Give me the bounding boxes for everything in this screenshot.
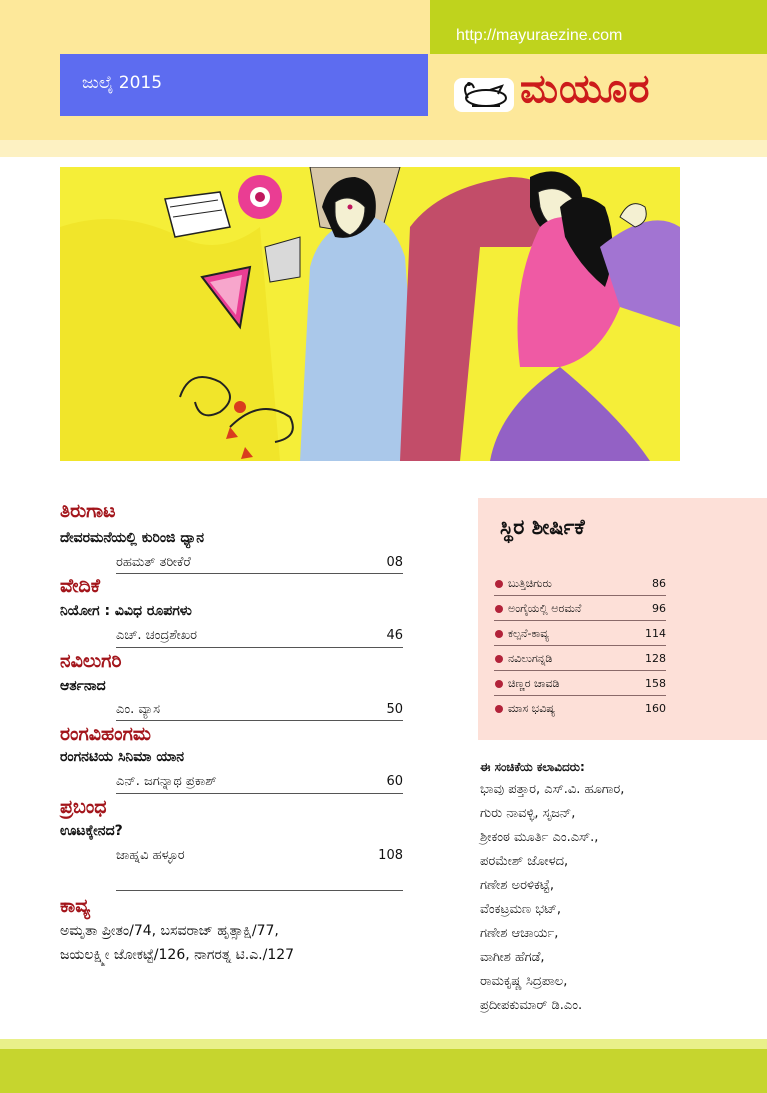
bullet-icon	[495, 680, 503, 688]
artist-line: ಶ್ರೀಕಂಠ ಮೂರ್ತಿ ಎಂ.ಎಸ್.,	[480, 830, 599, 845]
column-page-number: 114	[645, 627, 666, 640]
divider	[494, 620, 666, 621]
column-label[interactable]: ಕಲ್ಪನೆ-ಕಾವ್ಯ	[508, 627, 549, 640]
header-strip	[0, 140, 767, 157]
footer-line	[0, 1039, 767, 1049]
section-heading: ಪ್ರಬಂಧ	[60, 796, 107, 818]
divider	[494, 670, 666, 671]
artist-line: ವೆಂಕಟ್ರಮಣ ಭಟ್,	[480, 902, 561, 917]
article-author: ಎಂ. ವ್ಯಾಸ	[116, 702, 161, 717]
column-page-number: 96	[652, 602, 666, 615]
divider	[116, 793, 403, 794]
artists-heading: ಈ ಸಂಚಿಕೆಯ ಕಲಾವಿದರು:	[480, 760, 585, 774]
article-author: ಜಾಹ್ನವಿ ಹಳ್ಳೂರ	[116, 848, 185, 863]
column-page-number: 160	[645, 702, 666, 715]
column-label[interactable]: ಬುತ್ತಿಚಿಗುರು	[508, 577, 552, 590]
divider	[116, 573, 403, 574]
divider	[494, 595, 666, 596]
section-heading: ರಂಗವಿಹಂಗಮ	[60, 723, 151, 745]
kavya-line: ಜಯಲಕ್ಷ್ಮೀ ಜೋಕಟ್ಟೆ/126, ನಾಗರತ್ನ ಟಿ.ಎ./127	[60, 947, 295, 963]
section-heading: ಕಾವ್ಯ	[60, 895, 91, 917]
column-page-number: 158	[645, 677, 666, 690]
magazine-logo: ಮಯೂರ	[520, 66, 651, 112]
footer-band	[0, 1049, 767, 1093]
article-title[interactable]: ಆರ್ತನಾದ	[60, 678, 106, 694]
article-page-number: 108	[378, 848, 403, 863]
column-page-number: 128	[645, 652, 666, 665]
kavya-line: ಅಮೃತಾ ಪ್ರೀತಂ/74, ಬಸವರಾಜ್ ಹೃತ್ಸಾಕ್ಷಿ/77,	[60, 923, 279, 939]
artist-line: ಪರಮೇಶ್ ಜೋಳದ,	[480, 854, 569, 869]
article-page-number: 08	[386, 555, 403, 570]
artist-line: ರಾಮಕೃಷ್ಣ ಸಿದ್ರಪಾಲ,	[480, 974, 568, 989]
artist-line: ಗಣೇಶ ಆಚಾರ್ಯ,	[480, 926, 559, 941]
column-label[interactable]: ಮಾಸ ಭವಿಷ್ಯ	[508, 702, 556, 715]
column-label[interactable]: ನವಿಲುಗನ್ನಡಿ	[508, 652, 553, 665]
article-title[interactable]: ರಂಗನಟಿಯ ಸಿನಿಮಾ ಯಾನ	[60, 749, 185, 765]
divider	[494, 695, 666, 696]
article-title[interactable]: ನಿಯೋಗ : ವಿವಿಧ ರೂಪಗಳು	[60, 603, 192, 619]
bullet-icon	[495, 655, 503, 663]
peacock-logo-icon	[452, 76, 516, 114]
section-heading: ವೇದಿಕೆ	[60, 575, 101, 597]
article-title[interactable]: ಊಟಕ್ಕೇನದ?	[60, 823, 123, 839]
bullet-icon	[495, 605, 503, 613]
column-page-number: 86	[652, 577, 666, 590]
article-page-number: 50	[386, 702, 403, 717]
article-page-number: 46	[386, 628, 403, 643]
column-label[interactable]: ಅಂಗೈಯಲ್ಲಿ ಅರಮನೆ	[508, 602, 582, 615]
artist-line: ಭಾವು ಪತ್ತಾರ, ಎಸ್.ವಿ. ಹೂಗಾರ,	[480, 782, 625, 797]
artist-line: ಪ್ರದೀಪಕುಮಾರ್ ಡಿ.ಎಂ.	[480, 998, 583, 1013]
section-heading: ತಿರುಗಾಟ	[60, 500, 116, 522]
article-author: ಎನ್. ಜಗನ್ನಾಥ ಪ್ರಕಾಶ್	[116, 774, 217, 789]
divider	[116, 720, 403, 721]
bullet-icon	[495, 705, 503, 713]
article-author: ಎಚ್. ಚಂದ್ರಶೇಖರ	[116, 628, 198, 643]
column-label[interactable]: ಚಿಣ್ಣರ ಚಾವಡಿ	[508, 677, 560, 690]
site-url-link[interactable]: http://mayuraezine.com	[456, 27, 623, 44]
article-title[interactable]: ದೇವರಮನೆಯಲ್ಲಿ ಕುರಿಂಜಿ ಧ್ಯಾನ	[60, 530, 205, 546]
divider	[116, 647, 403, 648]
bullet-icon	[495, 580, 503, 588]
divider	[116, 890, 403, 891]
article-author: ರಹಮತ್ ತರೀಕೆರೆ	[116, 555, 191, 570]
regular-columns-title: ಸ್ಥಿರ ಶೀರ್ಷಿಕೆ	[500, 515, 585, 539]
issue-date: ಜುಲೈ 2015	[82, 73, 163, 93]
artist-line: ವಾಗೀಶ ಹೆಗಡೆ,	[480, 950, 545, 965]
article-page-number: 60	[386, 774, 403, 789]
artist-line: ಗುರು ನಾವಳ್ಳಿ, ಸೃಜನ್,	[480, 806, 576, 821]
section-heading: ನವಿಲುಗರಿ	[60, 650, 122, 672]
cover-illustration	[60, 167, 680, 461]
artist-line: ಗಣೇಶ ಅರಳಿಕಟ್ಟೆ,	[480, 878, 554, 893]
divider	[494, 645, 666, 646]
bullet-icon	[495, 630, 503, 638]
